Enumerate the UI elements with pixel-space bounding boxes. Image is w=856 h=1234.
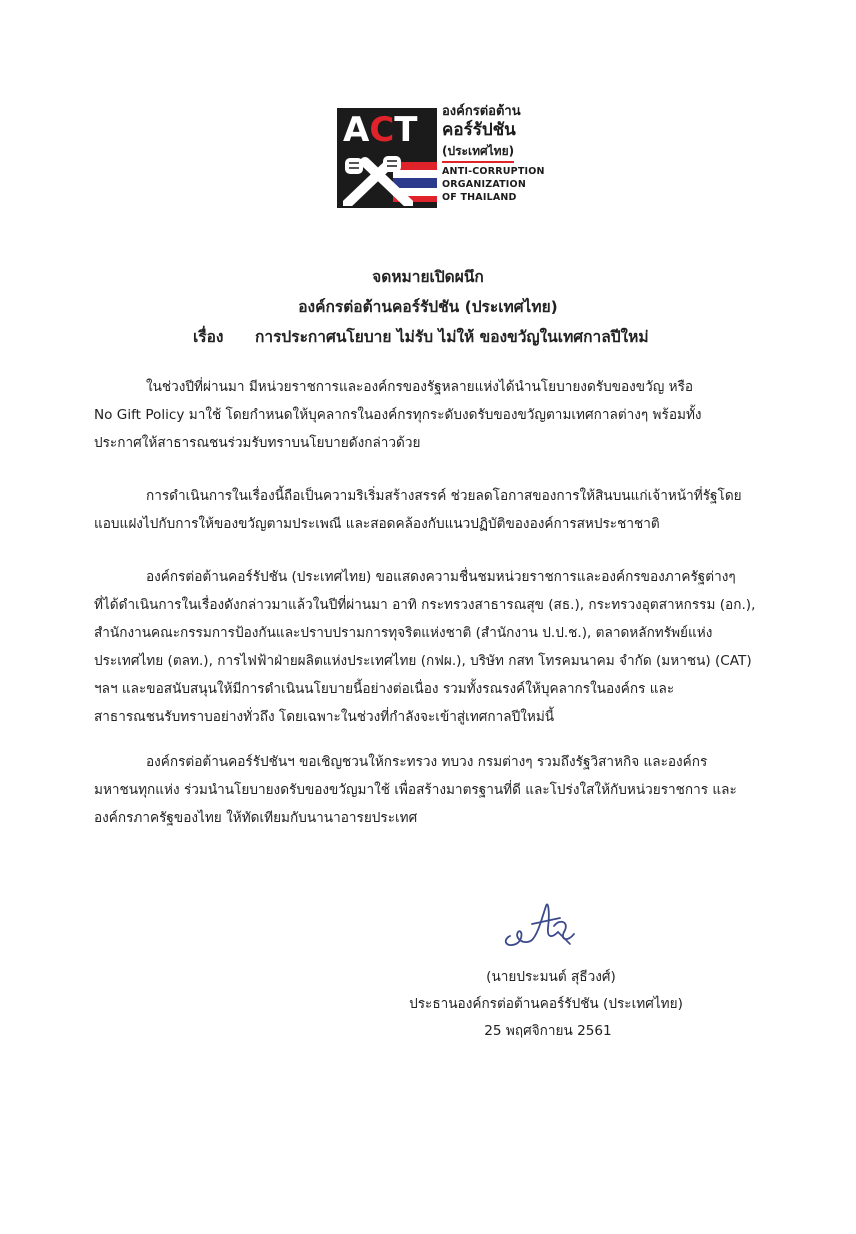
paragraph-line: การดำเนินการในเรื่องนี้ถือเป็นความริเริ่มสร้างสรรค์ ช่วยลดโอกาสของการให้สินบนแก่เจ้าหน้าที่รัฐโดย: [146, 488, 742, 504]
paragraph-4: [94, 748, 784, 832]
paragraph-line: ประเทศไทย (ตลท.), การไฟฟ้าฝ่ายผลิตแห่งประเทศไทย (กฟผ.), บริษัท กสท โทรคมนาคม จำกัด (มหาชน) (CAT): [94, 653, 752, 669]
paragraph-line: มหาชนทุกแห่ง ร่วมนำนโยบายงดรับของขวัญมาใช้ เพื่อสร้างมาตรฐานที่ดี และโปร่งใสให้กับหน่วยราชการ และ: [94, 782, 737, 798]
paragraph-line: ฯลฯ และขอสนับสนุนให้มีการดำเนินนโยบายนี้อย่างต่อเนื่อง รวมทั้งรณรงค์ให้บุคลากรในองค์กร และ: [94, 681, 675, 697]
logo-wordmark: [442, 104, 545, 204]
paragraph-line: องค์กรต่อต้านคอร์รัปชันฯ ขอเชิญชวนให้กระทรวง ทบวง กรมต่างๆ รวมถึงรัฐวิสาหกิจ และองค์กร: [146, 754, 708, 770]
signer-position: ประธานองค์กรต่อต้านคอร์รัปชัน (ประเทศไทย): [409, 996, 683, 1012]
paragraph-line: สำนักงานคณะกรรมการป้องกันและปราบปรามการทุจริตแห่งชาติ (สำนักงาน ป.ป.ช.), ตลาดหลักทรัพย์แห่ง: [94, 625, 713, 641]
paragraph-line: สาธารณชนรับทราบอย่างทั่วถึง โดยเฉพาะในช่วงที่กำลังจะเข้าสู่เทศกาลปีใหม่นี้: [94, 709, 555, 725]
paragraph-line: ในช่วงปีที่ผ่านมา มีหน่วยราชการและองค์กรของรัฐหลายแห่งได้นำนโยบายงดรับของขวัญ หรือ: [146, 379, 694, 395]
paragraph-line: ประกาศให้สาธารณชนร่วมรับทราบนโยบายดังกล่าวด้วย: [94, 435, 421, 451]
logo-en-line3: OF THAILAND: [442, 192, 517, 203]
paragraph-2: [94, 482, 784, 538]
logo-act-text: ACT: [343, 110, 418, 150]
organization-heading: องค์กรต่อต้านคอร์รัปชัน (ประเทศไทย): [298, 298, 558, 316]
handwritten-signature: [498, 888, 588, 960]
logo-en-line1: ANTI-CORRUPTION: [442, 166, 545, 177]
subject-label: เรื่อง: [193, 328, 224, 346]
paragraph-line: แอบแฝงไปกับการให้ของขวัญตามประเพณี และสอดคล้องกับแนวปฏิบัติขององค์การสหประชาชาติ: [94, 516, 660, 532]
paragraph-line: No Gift Policy มาใช้ โดยกำหนดให้บุคลากรในองค์กรทุกระดับงดรับของขวัญตามเทศกาลต่างๆ พร้อมทั้ง: [94, 407, 702, 423]
letter-type-heading: จดหมายเปิดผนึก: [372, 268, 484, 286]
logo-thai-line2: คอร์รัปชัน: [442, 120, 516, 140]
subject-text: การประกาศนโยบาย ไม่รับ ไม่ให้ ของขวัญในเทศกาลปีใหม่: [255, 328, 649, 346]
paragraph-line: ที่ได้ดำเนินการในเรื่องดังกล่าวมาแล้วในปีที่ผ่านมา อาทิ กระทรวงสาธารณสุข (สธ.), กระทรวงอุตสาหกรรม (อก.),: [94, 597, 756, 613]
paragraph-line: องค์กรต่อต้านคอร์รัปชัน (ประเทศไทย) ขอแสดงความชื่นชมหน่วยราชการและองค์กรของภาครัฐต่างๆ: [146, 569, 736, 585]
logo-emblem: [337, 108, 437, 208]
act-logo: [337, 104, 545, 210]
logo-thai-line1: องค์กรต่อต้าน: [442, 104, 521, 119]
subject-line: [193, 324, 649, 349]
crossed-fists-icon: [343, 154, 413, 206]
signer-name: (นายประมนต์ สุธีวงศ์): [486, 969, 616, 985]
paragraph-3: [94, 563, 784, 731]
paragraph-1: [94, 373, 784, 457]
paragraph-line: องค์กรภาครัฐของไทย ให้ทัดเทียมกับนานาอารยประเทศ: [94, 810, 418, 826]
logo-en-line2: ORGANIZATION: [442, 179, 526, 190]
letter-date: 25 พฤศจิกายน 2561: [484, 1023, 612, 1039]
logo-thai-line3: (ประเทศไทย): [442, 143, 514, 163]
